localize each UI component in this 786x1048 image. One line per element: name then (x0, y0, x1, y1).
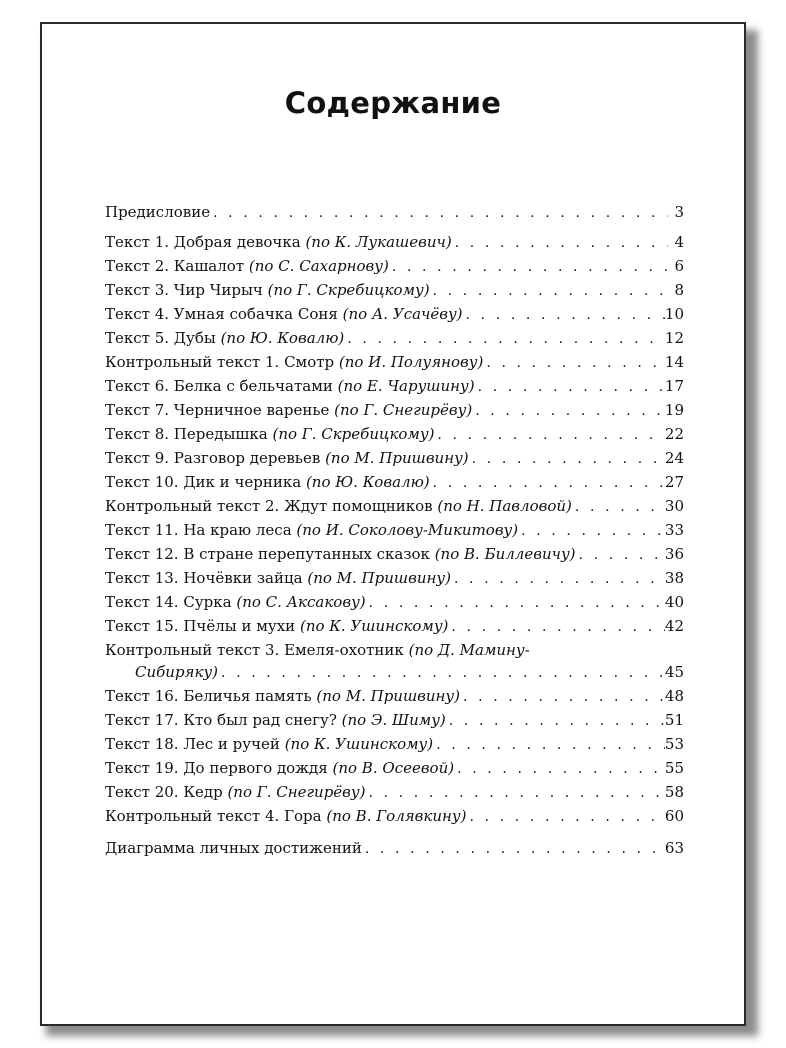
leader-dots (362, 837, 665, 861)
toc-entry (105, 494, 684, 518)
table-of-contents (105, 200, 684, 860)
toc-entry (105, 278, 684, 302)
toc-entry (105, 566, 684, 590)
leader-dots (430, 471, 665, 495)
leader-dots (344, 327, 665, 351)
toc-entry-title: Текст 16. Беличья память (по М. Пришвину) (105, 687, 460, 705)
toc-page-number: 45 (664, 663, 684, 681)
toc-entry-author: (по К. Ушинскому) (284, 735, 434, 753)
leader-dots (469, 447, 665, 471)
toc-entry-author: (по Г. Скребицкому) (272, 425, 435, 443)
leader-dots (366, 591, 665, 615)
toc-entry-title: Текст 19. До первого дождя (по В. Осеевой) (105, 759, 455, 777)
toc-page-number: 19 (664, 401, 684, 419)
toc-entry (105, 708, 684, 732)
toc-page-number: 6 (674, 257, 684, 275)
toc-entry-author: Сибиряку) (135, 663, 218, 681)
leader-dots (365, 781, 664, 805)
toc-page-number: 53 (664, 735, 684, 753)
toc-entry (105, 780, 684, 804)
toc-entry-author: (по Г. Снегирёву) (334, 401, 473, 419)
toc-page-number: 10 (664, 305, 684, 323)
toc-page-number: 48 (664, 687, 684, 705)
toc-entry (105, 804, 684, 828)
toc-entry-title: Диаграмма личных достижений (105, 839, 362, 857)
toc-entry-author: (по И. Полуянову) (338, 353, 484, 371)
leader-dots (389, 255, 668, 279)
toc-entry-author: (по Ю. Ковалю) (220, 329, 345, 347)
toc-page-number: 58 (664, 783, 684, 801)
toc-entry-wrapped (105, 638, 684, 684)
toc-entry-author: (по Ю. Ковалю) (305, 473, 430, 491)
toc-entry (105, 684, 684, 708)
toc-entry-title: Текст 1. Добрая девочка (по К. Лукашевич) (105, 233, 452, 251)
toc-page-number: 30 (664, 497, 684, 515)
toc-entry (105, 350, 684, 374)
toc-entry-title: Текст 14. Сурка (по С. Аксакову) (105, 593, 366, 611)
toc-entry-author: (по С. Сахарнову) (248, 257, 389, 275)
toc-entry (105, 470, 684, 494)
toc-entry (105, 422, 684, 446)
leader-dots (446, 709, 665, 733)
toc-entry-title: Контрольный текст 4. Гора (по В. Голявкину) (105, 807, 467, 825)
toc-entry-title: Текст 3. Чир Чирыч (по Г. Скребицкому) (105, 281, 430, 299)
toc-entry-diagram (105, 836, 684, 860)
toc-entry-author: (по А. Усачёву) (342, 305, 463, 323)
leader-dots (518, 519, 665, 543)
toc-entry-author: (по К. Лукашевич) (305, 233, 452, 251)
toc-entry-title: Текст 17. Кто был рад снегу? (по Э. Шиму) (105, 711, 446, 729)
toc-entry-title: Текст 6. Белка с бельчатами (по Е. Чарушину) (105, 377, 475, 395)
toc-entry (105, 590, 684, 614)
toc-entries (105, 684, 684, 828)
toc-entry-title: Текст 11. На краю леса (по И. Соколову-Микитову) (105, 521, 519, 539)
toc-page-number: 36 (664, 545, 684, 563)
toc-page-number: 38 (664, 569, 684, 587)
page-title: Содержание (284, 86, 502, 120)
toc-page-number: 42 (664, 617, 684, 635)
toc-page-number: 40 (664, 593, 684, 611)
toc-entry (105, 732, 684, 756)
leader-dots (572, 495, 665, 519)
toc-page-number: 60 (664, 807, 684, 825)
toc-entry-author: (по И. Соколову-Микитову) (296, 521, 519, 539)
toc-entry (105, 398, 684, 422)
leader-dots (434, 423, 664, 447)
leader-dots (218, 661, 665, 685)
toc-entry-title: Текст 13. Ночёвки зайца (по М. Пришвину) (105, 569, 451, 587)
toc-entry-author: (по Г. Скребицкому) (267, 281, 430, 299)
toc-entry-title: Текст 12. В стране перепутанных сказок (по В. Биллевичу) (105, 545, 576, 563)
toc-page-number: 27 (664, 473, 684, 491)
leader-dots (472, 399, 665, 423)
toc-entry-title: Текст 15. Пчёлы и мухи (по К. Ушинскому) (105, 617, 449, 635)
leader-dots (475, 375, 665, 399)
toc-page-number: 8 (674, 281, 684, 299)
toc-entry-author: (по М. Пришвину) (316, 687, 460, 705)
leader-dots (451, 567, 665, 591)
toc-entry-author: (по Э. Шиму) (341, 711, 446, 729)
toc-entry-title: Текст 8. Передышка (по Г. Скребицкому) (105, 425, 435, 443)
toc-entry (105, 756, 684, 780)
toc-entry (105, 614, 684, 638)
toc-entry-author: (по В. Голявкину) (326, 807, 467, 825)
toc-entry-title: Контрольный текст 1. Смотр (по И. Полуянову) (105, 353, 484, 371)
toc-entry-title: Текст 5. Дубы (по Ю. Ковалю) (105, 329, 345, 347)
toc-entries (105, 230, 684, 638)
toc-entry-author: (по С. Аксакову) (236, 593, 366, 611)
toc-page-number: 17 (664, 377, 684, 395)
leader-dots (460, 685, 665, 709)
toc-page-number: 3 (674, 203, 684, 221)
toc-entry (105, 254, 684, 278)
toc-entry-title: Текст 10. Дик и черника (по Ю. Ковалю) (105, 473, 430, 491)
toc-entry-author: (по Н. Павловой) (437, 497, 572, 515)
toc-page-number: 55 (664, 759, 684, 777)
toc-page-number: 33 (664, 521, 684, 539)
toc-entry-title: Текст 4. Умная собачка Соня (по А. Усачёву) (105, 305, 463, 323)
toc-entry (105, 542, 684, 566)
toc-entry-title: Текст 9. Разговор деревьев (по М. Пришвину) (105, 449, 469, 467)
toc-entry-title: Текст 18. Лес и ручей (по К. Ушинскому) (105, 735, 434, 753)
toc-entry-title: Предисловие (105, 203, 211, 221)
leader-dots (466, 805, 664, 829)
toc-page-number: 14 (664, 353, 684, 371)
leader-dots (210, 201, 668, 225)
toc-entry-author: (по Е. Чарушину) (337, 377, 475, 395)
toc-entry-title: Текст 2. Кашалот (по С. Сахарнову) (105, 257, 389, 275)
toc-entry-author: (по Г. Снегирёву) (227, 783, 366, 801)
leader-dots (433, 733, 665, 757)
toc-page-number: 22 (664, 425, 684, 443)
toc-page-number: 12 (664, 329, 684, 347)
toc-entry (105, 518, 684, 542)
toc-entry (105, 374, 684, 398)
toc-entry (105, 302, 684, 326)
toc-entry (105, 446, 684, 470)
toc-entry-preface (105, 200, 684, 224)
toc-page-number: 63 (664, 839, 684, 857)
toc-entry-author: (по М. Пришвину) (325, 449, 469, 467)
toc-entry-author: (по М. Пришвину) (307, 569, 451, 587)
toc-entry-title: Текст 7. Черничное варенье (по Г. Снегирёву) (105, 401, 473, 419)
toc-page-number: 51 (664, 711, 684, 729)
toc-entry-author: (по В. Биллевичу) (434, 545, 576, 563)
toc-entry-title: Текст 20. Кедр (по Г. Снегирёву) (105, 783, 366, 801)
toc-entry-author: (по В. Осеевой) (332, 759, 455, 777)
leader-dots (463, 303, 665, 327)
leader-dots (452, 231, 668, 255)
toc-page-number: 4 (674, 233, 684, 251)
toc-entry (105, 326, 684, 350)
toc-page-number: 24 (664, 449, 684, 467)
leader-dots (448, 615, 665, 639)
leader-dots (430, 279, 668, 303)
toc-entry (105, 230, 684, 254)
toc-entry-author: (по К. Ушинскому) (299, 617, 449, 635)
leader-dots (576, 543, 665, 567)
toc-entry-title: Контрольный текст 2. Ждут помощников (по Н. Павловой) (105, 497, 572, 515)
toc-entry-title: Контрольный текст 3. Емеля-охотник (105, 641, 404, 659)
leader-dots (454, 757, 665, 781)
toc-entry-author: (по Д. Мамину- (408, 641, 530, 659)
document-page (40, 22, 746, 1026)
leader-dots (483, 351, 665, 375)
